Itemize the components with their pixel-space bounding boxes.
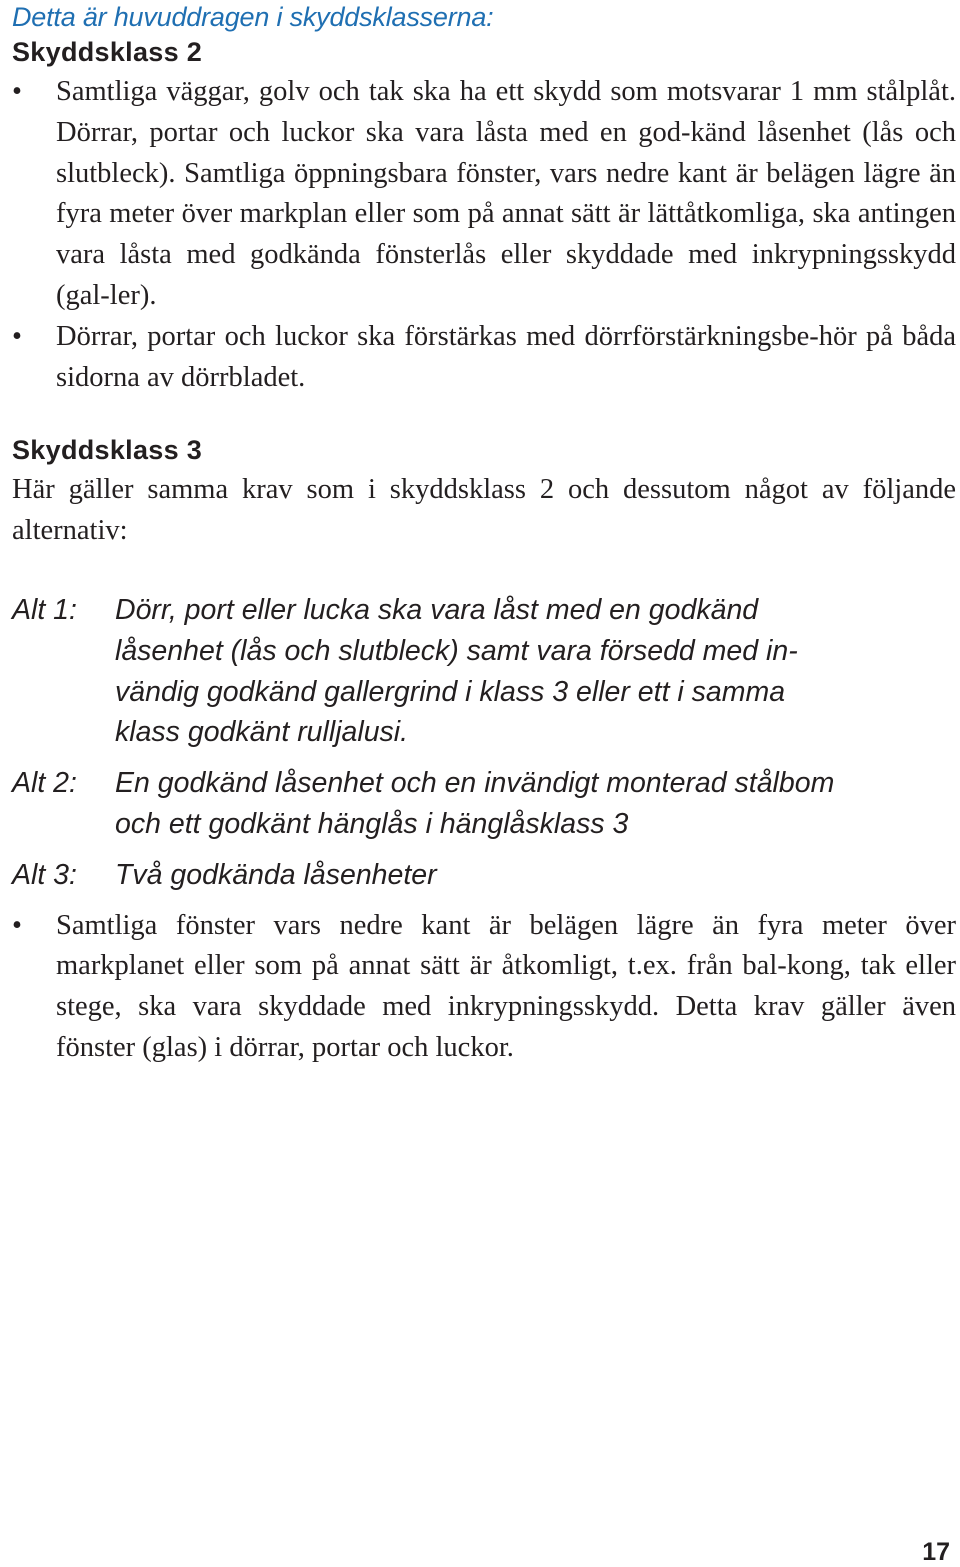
alternative-3 (12, 855, 956, 896)
alternative-1 (12, 590, 956, 753)
intro-heading: Detta är huvuddragen i skyddsklasserna: (12, 2, 494, 32)
alternatives-list (12, 590, 956, 896)
list-item-text: Samtliga väggar, golv och tak ska ha ett skydd som motsvarar 1 mm stålplåt. Dörrar, portar och luckor ska vara låsta med en god-känd låsenhet (lås och slutbleck). Samtliga öppningsbara fönster, vars nedre kant är belägen lägre än fyra meter över markplan eller som på annat sätt är lättåtkomliga, ska antingen vara låsta med godkända fönsterlås eller skyddade med inkrypningsskydd (gal-ler). (56, 76, 956, 311)
list-item-text: Dörrar, portar och luckor ska förstärkas med dörrförstärkningsbe-hör på båda sidorna av dörrbladet. (56, 320, 956, 393)
class3-intro: Här gäller samma krav som i skyddsklass 2 och dessutom något av följande alternativ: (12, 474, 956, 547)
alternative-label: Alt 2: (12, 767, 77, 800)
list-item (12, 72, 956, 317)
class3-bullet-list (12, 906, 956, 1069)
alternative-label: Alt 3: (12, 858, 77, 891)
bullet-icon: • (12, 76, 22, 107)
class2-heading: Skyddsklass 2 (12, 37, 203, 67)
bullet-icon: • (12, 320, 22, 352)
class2-bullet-list (12, 72, 956, 398)
bullet-icon: • (12, 909, 22, 941)
alternative-text: En godkänd låsenhet och en invändigt monterad stålbom och ett godkänt hänglås i hänglåsklass 3 (115, 767, 835, 840)
page-number: 17 (922, 1538, 950, 1566)
alternative-label: Alt 1: (12, 593, 77, 626)
list-item-text: Samtliga fönster vars nedre kant är belägen lägre än fyra meter över markplanet eller som på annat sätt är åtkomligt, t.ex. från bal-kong, tak eller stege, ska vara skyddade med inkrypningsskydd. Detta krav gäller även fönster (glas) i dörrar, portar och luckor. (56, 909, 956, 1063)
class3-heading: Skyddsklass 3 (12, 435, 203, 466)
alternative-2 (12, 763, 956, 845)
alternative-text: Dörr, port eller lucka ska vara låst med en godkänd låsenhet (lås och slutbleck) samt vara försedd med in-vändig godkänd gallergrind i klass 3 eller ett i samma klass godkänt rulljalusi. (115, 593, 798, 749)
list-item (12, 317, 956, 399)
document-page (12, 0, 956, 1069)
list-item (12, 906, 956, 1069)
alternative-text: Två godkända låsenheter (115, 858, 437, 891)
